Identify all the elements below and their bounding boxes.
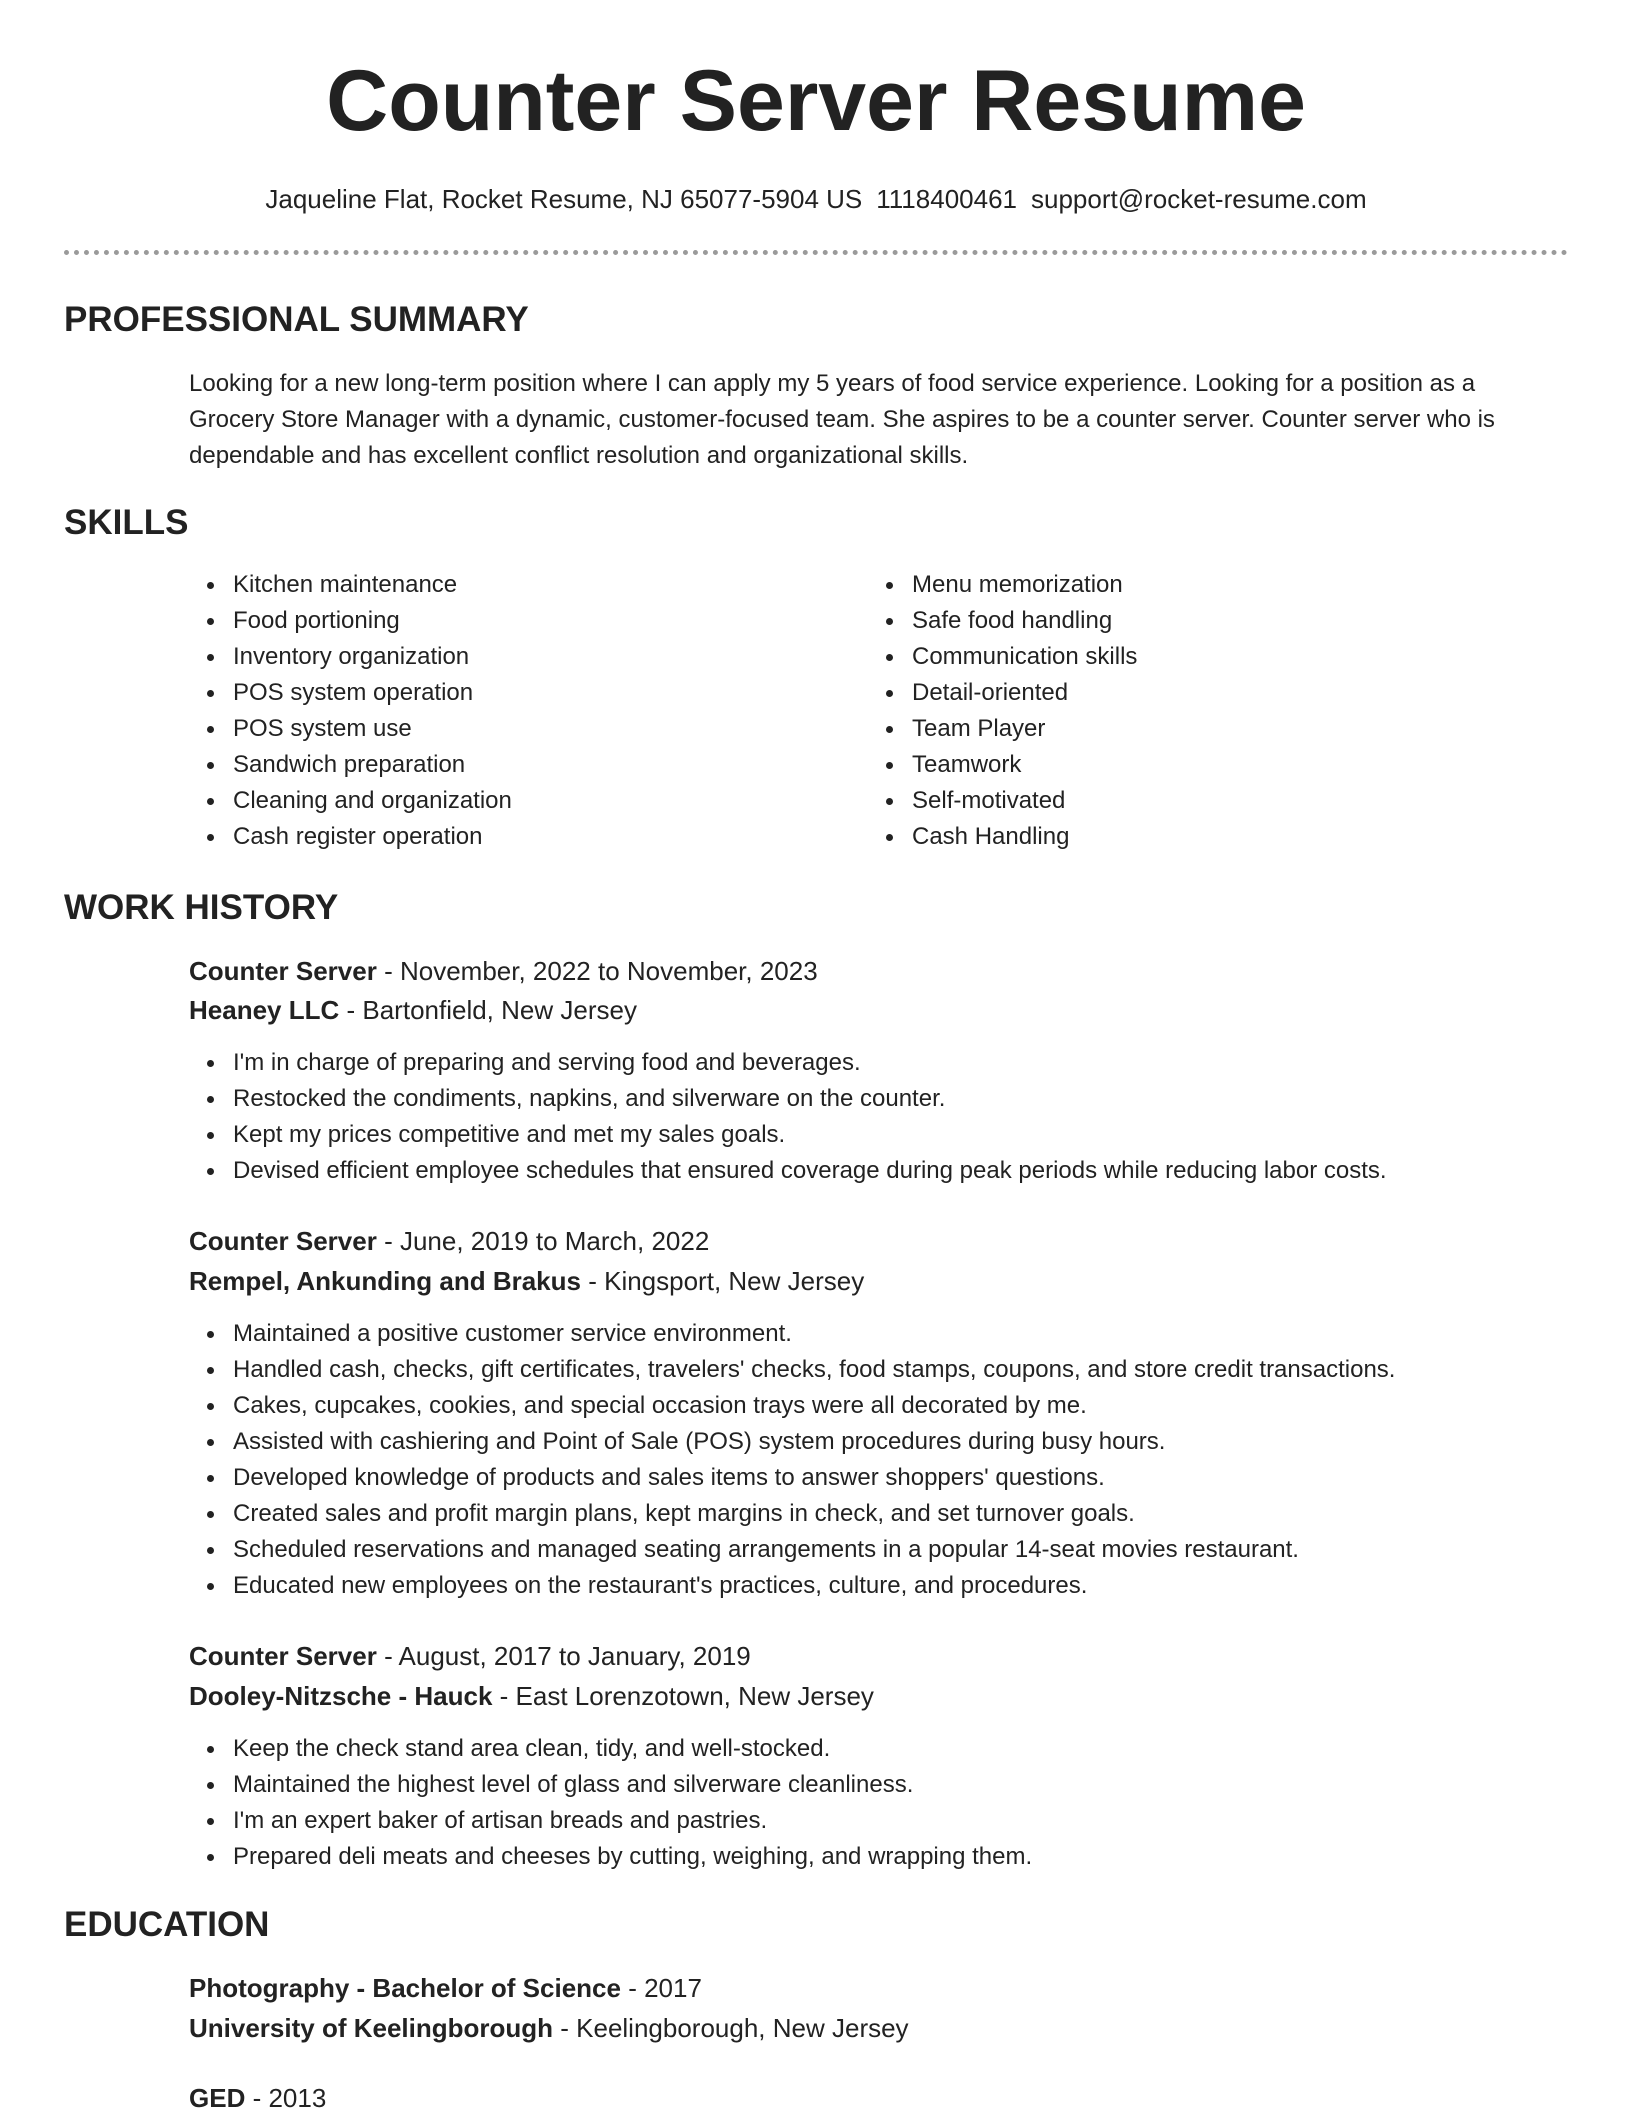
job-title: Counter Server [189, 956, 377, 986]
skill-item: Cleaning and organization [189, 783, 512, 819]
skill-item: Safe food handling [868, 603, 1137, 639]
contact-phone: 1118400461 [876, 184, 1017, 214]
job-title-line [189, 1223, 709, 1259]
job-bullet: Handled cash, checks, gift certificates, travelers' checks, food stamps, coupons, and store credit transactions. [189, 1352, 1395, 1388]
job-bullet: Created sales and profit margin plans, kept margins in check, and set turnover goals. [189, 1496, 1395, 1532]
job-bullet: Devised efficient employee schedules that ensured coverage during peak periods while reducing labor costs. [189, 1153, 1387, 1189]
education-school: University of Keelingborough [189, 2013, 554, 2043]
skill-item: Food portioning [189, 603, 512, 639]
job-title-line [189, 1638, 751, 1674]
job-bullet: Assisted with cashiering and Point of Sale (POS) system procedures during busy hours. [189, 1424, 1395, 1460]
job-bullet: Kept my prices competitive and met my sales goals. [189, 1117, 1387, 1153]
job-company-line [189, 1678, 874, 1714]
education-year: - 2017 [628, 1973, 702, 2003]
job-bullet: Maintained the highest level of glass and silverware cleanliness. [189, 1767, 1032, 1803]
job-company-line [189, 1263, 864, 1299]
skill-item: POS system use [189, 711, 512, 747]
skill-item: Cash register operation [189, 819, 512, 855]
job-bullet: Educated new employees on the restaurant's practices, culture, and procedures. [189, 1568, 1395, 1604]
education-degree: GED [189, 2083, 246, 2113]
education-degree-line [189, 1970, 702, 2006]
contact-email: support@rocket-resume.com [1031, 184, 1367, 214]
skill-item: Detail-oriented [868, 675, 1137, 711]
section-title-education: EDUCATION [64, 1905, 270, 1944]
section-title-summary: PROFESSIONAL SUMMARY [64, 300, 529, 339]
job-company: Rempel, Ankunding and Brakus [189, 1266, 581, 1296]
skill-item: Teamwork [868, 747, 1137, 783]
education-year: - 2013 [252, 2083, 327, 2113]
job-bullet: I'm an expert baker of artisan breads and pastries. [189, 1803, 1032, 1839]
job-dates: - August, 2017 to January, 2019 [384, 1641, 751, 1671]
page-title: Counter Server Resume [326, 53, 1306, 149]
skills-list-left [189, 567, 512, 855]
skills-list-right [868, 567, 1137, 855]
job-bullet: Maintained a positive customer service environment. [189, 1316, 1395, 1352]
education-location: - Keelingborough, New Jersey [560, 2013, 909, 2043]
summary-text: Looking for a new long-term position where I can apply my 5 years of food service experience. Looking for a position as a Grocery Store Manager with a dynamic, customer-focused team. She aspires to be a counter server. Counter server who is dependable and has excellent conflict resolution and organizational skills. [189, 370, 1495, 469]
job-dates: - November, 2022 to November, 2023 [384, 956, 818, 986]
job-company: Dooley-Nitzsche - Hauck [189, 1681, 493, 1711]
skill-item: Communication skills [868, 639, 1137, 675]
skill-item: Sandwich preparation [189, 747, 512, 783]
job-company: Heaney LLC [189, 995, 340, 1025]
education-school-line [189, 2010, 909, 2046]
job-location: - Kingsport, New Jersey [588, 1266, 865, 1296]
job-bullets [189, 1731, 1032, 1875]
education-degree-line [189, 2080, 326, 2116]
job-bullets [189, 1045, 1387, 1189]
skill-item: Kitchen maintenance [189, 567, 512, 603]
job-title: Counter Server [189, 1641, 377, 1671]
job-bullet: Developed knowledge of products and sales items to answer shoppers' questions. [189, 1460, 1395, 1496]
job-company-line [189, 992, 637, 1028]
skill-item: Cash Handling [868, 819, 1137, 855]
header-divider [64, 250, 1568, 255]
contact-address: Jaqueline Flat, Rocket Resume, NJ 65077-5904 US [265, 184, 863, 214]
job-title-line [189, 953, 818, 989]
job-bullet: Keep the check stand area clean, tidy, and well-stocked. [189, 1731, 1032, 1767]
section-title-skills: SKILLS [64, 503, 189, 542]
skill-item: Team Player [868, 711, 1137, 747]
job-location: - East Lorenzotown, New Jersey [499, 1681, 874, 1711]
education-degree: Photography - Bachelor of Science [189, 1973, 621, 2003]
skill-item: Self-motivated [868, 783, 1137, 819]
contact-line [0, 184, 1632, 214]
job-bullet: Cakes, cupcakes, cookies, and special occasion trays were all decorated by me. [189, 1388, 1395, 1424]
skill-item: Menu memorization [868, 567, 1137, 603]
job-bullet: Restocked the condiments, napkins, and silverware on the counter. [189, 1081, 1387, 1117]
skill-item: POS system operation [189, 675, 512, 711]
job-bullets [189, 1316, 1395, 1604]
job-dates: - June, 2019 to March, 2022 [384, 1226, 710, 1256]
section-title-work: WORK HISTORY [64, 888, 339, 927]
job-bullet: I'm in charge of preparing and serving food and beverages. [189, 1045, 1387, 1081]
job-location: - Bartonfield, New Jersey [346, 995, 637, 1025]
skill-item: Inventory organization [189, 639, 512, 675]
job-bullet: Prepared deli meats and cheeses by cutting, weighing, and wrapping them. [189, 1839, 1032, 1875]
job-title: Counter Server [189, 1226, 377, 1256]
job-bullet: Scheduled reservations and managed seating arrangements in a popular 14-seat movies restaurant. [189, 1532, 1395, 1568]
